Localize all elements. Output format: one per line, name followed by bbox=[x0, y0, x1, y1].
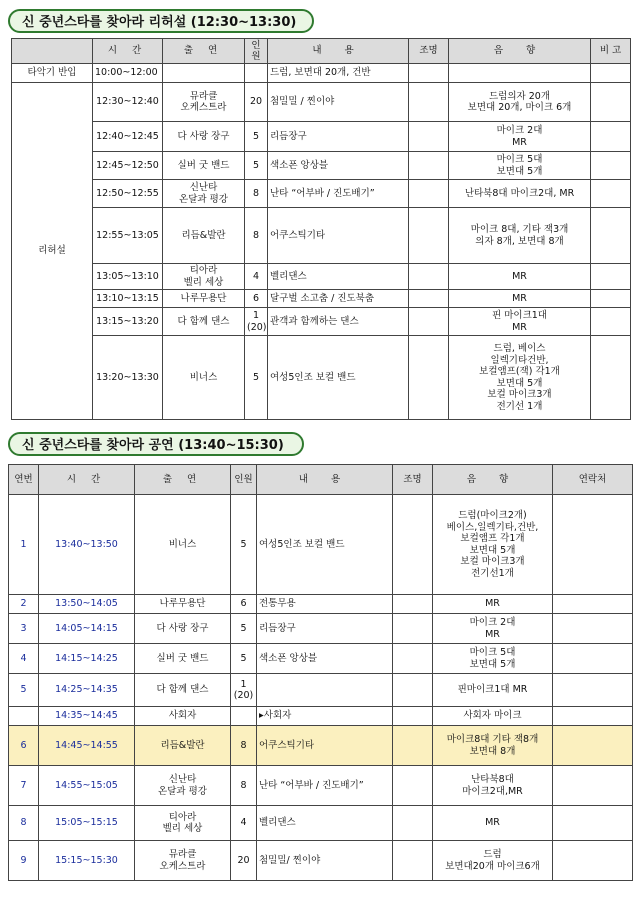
rehearsal-row bbox=[12, 83, 631, 122]
light-cell bbox=[409, 83, 449, 122]
act-cell: 뮤라클 오케스트라 bbox=[163, 83, 245, 122]
header-contact: 연락처 bbox=[553, 465, 633, 495]
sound-cell: 마이크 5대 보면대 5개 bbox=[433, 644, 553, 674]
time-cell: 13:10~13:15 bbox=[93, 290, 163, 308]
performance-row bbox=[9, 726, 633, 766]
performance-row bbox=[9, 495, 633, 595]
act-cell: 비너스 bbox=[135, 495, 231, 595]
time-cell: 14:45~14:55 bbox=[39, 726, 135, 766]
act-cell: 실버 굿 밴드 bbox=[163, 152, 245, 180]
performance-header-row bbox=[9, 465, 633, 495]
act-cell: 나루무용단 bbox=[163, 290, 245, 308]
count-cell: 4 bbox=[231, 806, 257, 841]
act-cell: 리듬&발란 bbox=[163, 208, 245, 264]
act-cell: 신난타 온달과 평강 bbox=[135, 766, 231, 806]
contact-cell bbox=[553, 841, 633, 881]
act-cell: 티아라 벨리 세상 bbox=[163, 264, 245, 290]
count-cell: 1 (20) bbox=[245, 308, 268, 336]
header-time: 시 간 bbox=[93, 39, 163, 64]
performance-row bbox=[9, 806, 633, 841]
number-cell: 7 bbox=[9, 766, 39, 806]
rehearsal-header-row bbox=[12, 39, 631, 64]
content-cell bbox=[257, 674, 393, 707]
number-cell: 4 bbox=[9, 644, 39, 674]
count-cell: 1 (20) bbox=[231, 674, 257, 707]
light-cell bbox=[393, 707, 433, 726]
time-cell: 12:40~12:45 bbox=[93, 122, 163, 152]
rehearsal-row bbox=[12, 122, 631, 152]
content-cell: 어쿠스틱기타 bbox=[257, 726, 393, 766]
note-cell bbox=[591, 83, 631, 122]
light-cell bbox=[393, 595, 433, 614]
count-cell: 5 bbox=[245, 122, 268, 152]
act-cell: 다 함께 댄스 bbox=[135, 674, 231, 707]
rehearsal-row bbox=[12, 336, 631, 420]
rehearsal-table bbox=[11, 38, 631, 420]
sound-cell: 핀 마이크1대 MR bbox=[449, 308, 591, 336]
header-count: 인원 bbox=[231, 465, 257, 495]
time-cell: 14:35~14:45 bbox=[39, 707, 135, 726]
act-cell: 티아라 벨리 세상 bbox=[135, 806, 231, 841]
header-act: 출 연 bbox=[135, 465, 231, 495]
contact-cell bbox=[553, 644, 633, 674]
performance-row bbox=[9, 674, 633, 707]
time-cell: 13:05~13:10 bbox=[93, 264, 163, 290]
light-cell bbox=[393, 614, 433, 644]
load-in-note bbox=[591, 64, 631, 83]
header-sound: 음 향 bbox=[449, 39, 591, 64]
time-cell: 15:15~15:30 bbox=[39, 841, 135, 881]
sound-cell: 마이크 5대 보면대 5개 bbox=[449, 152, 591, 180]
sound-cell: 난타북8대 마이크2대,MR bbox=[433, 766, 553, 806]
count-cell: 6 bbox=[245, 290, 268, 308]
contact-cell bbox=[553, 726, 633, 766]
light-cell bbox=[409, 264, 449, 290]
sound-cell: 마이크8대 기타 잭8개 보면대 8개 bbox=[433, 726, 553, 766]
count-cell: 6 bbox=[231, 595, 257, 614]
sound-cell: 드럼의자 20개 보면대 20개, 마이크 6개 bbox=[449, 83, 591, 122]
act-cell: 다 함께 댄스 bbox=[163, 308, 245, 336]
light-cell bbox=[393, 726, 433, 766]
time-cell: 12:45~12:50 bbox=[93, 152, 163, 180]
time-cell: 12:50~12:55 bbox=[93, 180, 163, 208]
content-cell: 여성5인조 보컬 밴드 bbox=[257, 495, 393, 595]
time-cell: 13:40~13:50 bbox=[39, 495, 135, 595]
note-cell bbox=[591, 180, 631, 208]
time-cell: 14:25~14:35 bbox=[39, 674, 135, 707]
content-cell: 어쿠스틱기타 bbox=[268, 208, 409, 264]
content-cell: 리듬장구 bbox=[257, 614, 393, 644]
note-cell bbox=[591, 208, 631, 264]
count-cell: 20 bbox=[245, 83, 268, 122]
light-cell bbox=[409, 308, 449, 336]
light-cell bbox=[393, 766, 433, 806]
act-cell: 뮤라클 오케스트라 bbox=[135, 841, 231, 881]
load-in-time: 10:00~12:00 bbox=[93, 64, 163, 83]
header-sound: 음 향 bbox=[433, 465, 553, 495]
act-cell: 사회자 bbox=[135, 707, 231, 726]
time-cell: 14:15~14:25 bbox=[39, 644, 135, 674]
load-in-sound bbox=[449, 64, 591, 83]
performance-row bbox=[9, 766, 633, 806]
light-cell bbox=[393, 674, 433, 707]
header-act: 출 연 bbox=[163, 39, 245, 64]
performance-title: 신 중년스타를 찾아라 공연 (13:40~15:30) bbox=[8, 432, 304, 456]
time-cell: 14:55~15:05 bbox=[39, 766, 135, 806]
note-cell bbox=[591, 290, 631, 308]
contact-cell bbox=[553, 614, 633, 644]
count-cell: 8 bbox=[231, 726, 257, 766]
count-cell: 5 bbox=[245, 152, 268, 180]
count-cell: 4 bbox=[245, 264, 268, 290]
light-cell bbox=[393, 841, 433, 881]
content-cell: 리듬장구 bbox=[268, 122, 409, 152]
sound-cell: 마이크 8대, 기타 잭3개 의자 8개, 보면대 8개 bbox=[449, 208, 591, 264]
time-cell: 12:55~13:05 bbox=[93, 208, 163, 264]
act-cell: 비너스 bbox=[163, 336, 245, 420]
header-count: 인원 bbox=[245, 39, 268, 64]
sound-cell: 사회자 마이크 bbox=[433, 707, 553, 726]
content-cell: 첨밀밀/ 찐이야 bbox=[257, 841, 393, 881]
number-cell: 6 bbox=[9, 726, 39, 766]
sound-cell: MR bbox=[433, 806, 553, 841]
sound-cell: MR bbox=[449, 264, 591, 290]
content-cell: 난타 “어부바 / 진도배기” bbox=[268, 180, 409, 208]
number-cell: 3 bbox=[9, 614, 39, 644]
light-cell bbox=[409, 290, 449, 308]
load-in-content: 드럼, 보면대 20개, 건반 bbox=[268, 64, 409, 83]
number-cell: 2 bbox=[9, 595, 39, 614]
light-cell bbox=[409, 152, 449, 180]
content-cell: 색소폰 앙상블 bbox=[268, 152, 409, 180]
count-cell: 8 bbox=[231, 766, 257, 806]
sound-cell: 드럼, 베이스 일렉기타건반, 보컬앰프(잭) 각1개 보면대 5개 보컬 마이크3개 전기선 1개 bbox=[449, 336, 591, 420]
light-cell bbox=[409, 336, 449, 420]
contact-cell bbox=[553, 595, 633, 614]
sound-cell: 마이크 2대 MR bbox=[433, 614, 553, 644]
content-cell: 난타 “어부바 / 진도배기” bbox=[257, 766, 393, 806]
count-cell: 20 bbox=[231, 841, 257, 881]
sound-cell: MR bbox=[449, 290, 591, 308]
count-cell: 8 bbox=[245, 208, 268, 264]
header-time: 시 간 bbox=[39, 465, 135, 495]
note-cell bbox=[591, 122, 631, 152]
performance-row bbox=[9, 595, 633, 614]
rehearsal-row bbox=[12, 308, 631, 336]
number-cell: 1 bbox=[9, 495, 39, 595]
contact-cell bbox=[553, 674, 633, 707]
performance-row bbox=[9, 841, 633, 881]
light-cell bbox=[409, 208, 449, 264]
number-cell bbox=[9, 707, 39, 726]
note-cell bbox=[591, 336, 631, 420]
header-light: 조명 bbox=[393, 465, 433, 495]
light-cell bbox=[393, 644, 433, 674]
act-cell: 신난타 온달과 평강 bbox=[163, 180, 245, 208]
content-cell: 여성5인조 보컬 밴드 bbox=[268, 336, 409, 420]
header-light: 조명 bbox=[409, 39, 449, 64]
content-cell: 벨리댄스 bbox=[268, 264, 409, 290]
time-cell: 12:30~12:40 bbox=[93, 83, 163, 122]
count-cell bbox=[231, 707, 257, 726]
performance-row bbox=[9, 644, 633, 674]
rehearsal-row bbox=[12, 208, 631, 264]
sound-cell: 드럼 보면대20개 마이크6개 bbox=[433, 841, 553, 881]
act-cell: 리듬&발란 bbox=[135, 726, 231, 766]
header-blank bbox=[12, 39, 93, 64]
contact-cell bbox=[553, 495, 633, 595]
header-content: 내 용 bbox=[257, 465, 393, 495]
sound-cell: MR bbox=[433, 595, 553, 614]
performance-row bbox=[9, 614, 633, 644]
rehearsal-row bbox=[12, 180, 631, 208]
header-note: 비 고 bbox=[591, 39, 631, 64]
rehearsal-row bbox=[12, 152, 631, 180]
sound-cell: 마이크 2대 MR bbox=[449, 122, 591, 152]
light-cell bbox=[393, 806, 433, 841]
time-cell: 14:05~14:15 bbox=[39, 614, 135, 644]
content-cell: 달구벌 소고춤 / 진도북춤 bbox=[268, 290, 409, 308]
performance-table bbox=[8, 464, 633, 881]
count-cell: 8 bbox=[245, 180, 268, 208]
load-in-count bbox=[245, 64, 268, 83]
number-cell: 9 bbox=[9, 841, 39, 881]
header-no: 연번 bbox=[9, 465, 39, 495]
light-cell bbox=[393, 495, 433, 595]
load-in-row bbox=[12, 64, 631, 83]
contact-cell bbox=[553, 707, 633, 726]
sound-cell: 난타북8대 마이크2대, MR bbox=[449, 180, 591, 208]
act-cell: 나루무용단 bbox=[135, 595, 231, 614]
count-cell: 5 bbox=[231, 614, 257, 644]
sound-cell: 드럼(마이크2개) 베이스,일렉기타,건반, 보컬앰프 각1개 보면대 5개 보컬 마이크3개 전기선1개 bbox=[433, 495, 553, 595]
number-cell: 8 bbox=[9, 806, 39, 841]
load-in-act bbox=[163, 64, 245, 83]
content-cell: 전통무용 bbox=[257, 595, 393, 614]
header-content: 내 용 bbox=[268, 39, 409, 64]
number-cell: 5 bbox=[9, 674, 39, 707]
note-cell bbox=[591, 264, 631, 290]
content-cell: ▸사회자 bbox=[257, 707, 393, 726]
time-cell: 15:05~15:15 bbox=[39, 806, 135, 841]
load-in-light bbox=[409, 64, 449, 83]
count-cell: 5 bbox=[245, 336, 268, 420]
sound-cell: 핀마이크1대 MR bbox=[433, 674, 553, 707]
act-cell: 실버 굿 밴드 bbox=[135, 644, 231, 674]
count-cell: 5 bbox=[231, 644, 257, 674]
content-cell: 첨밀밀 / 찐이야 bbox=[268, 83, 409, 122]
rehearsal-title: 신 중년스타를 찾아라 리허설 (12:30~13:30) bbox=[8, 9, 314, 33]
light-cell bbox=[409, 180, 449, 208]
contact-cell bbox=[553, 806, 633, 841]
rehearsal-row bbox=[12, 290, 631, 308]
rehearsal-group-label: 리허설 bbox=[12, 83, 93, 420]
time-cell: 13:15~13:20 bbox=[93, 308, 163, 336]
contact-cell bbox=[553, 766, 633, 806]
rehearsal-row bbox=[12, 264, 631, 290]
content-cell: 벨리댄스 bbox=[257, 806, 393, 841]
act-cell: 다 사랑 장구 bbox=[135, 614, 231, 644]
load-in-label: 타악기 반입 bbox=[12, 64, 93, 83]
light-cell bbox=[409, 122, 449, 152]
act-cell: 다 사랑 장구 bbox=[163, 122, 245, 152]
time-cell: 13:20~13:30 bbox=[93, 336, 163, 420]
content-cell: 색소폰 앙상블 bbox=[257, 644, 393, 674]
performance-row bbox=[9, 707, 633, 726]
time-cell: 13:50~14:05 bbox=[39, 595, 135, 614]
note-cell bbox=[591, 152, 631, 180]
note-cell bbox=[591, 308, 631, 336]
content-cell: 관객과 함께하는 댄스 bbox=[268, 308, 409, 336]
count-cell: 5 bbox=[231, 495, 257, 595]
